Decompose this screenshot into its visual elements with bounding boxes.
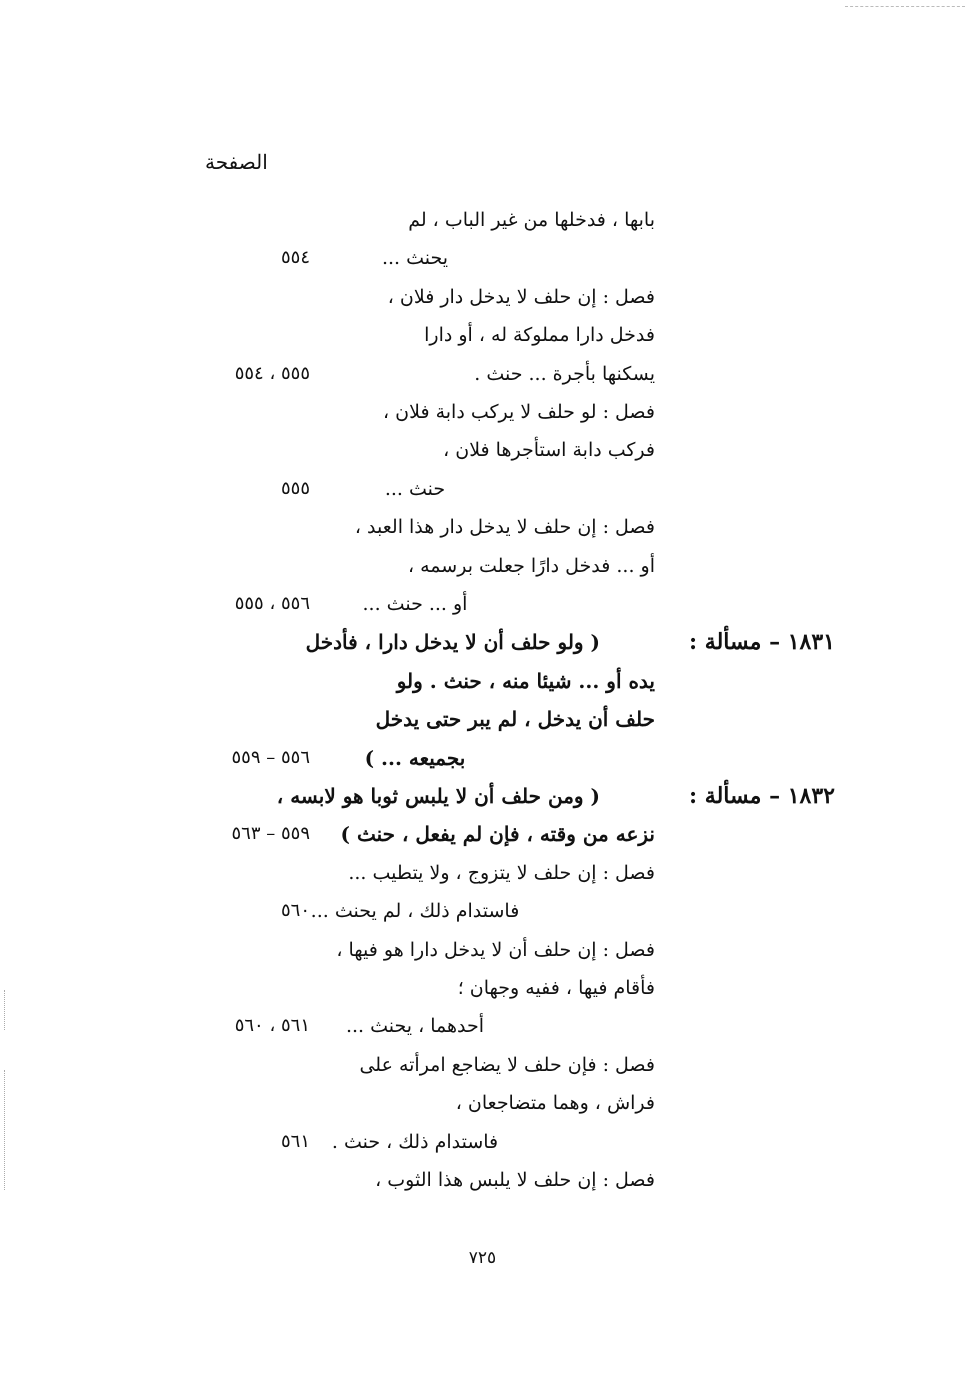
index-entry-text: أو ... حنث ... bbox=[362, 593, 468, 615]
index-entry-text: بجميعه ... ) bbox=[364, 746, 466, 770]
page-column-header: الصفحة bbox=[205, 150, 268, 174]
index-entry-text: أو ... فدخل دارًا جعلت برسمه ، bbox=[407, 555, 655, 577]
index-entry-text: فصل : إن حلف لا يدخل دار هذا العبد ، bbox=[354, 516, 655, 538]
index-entry-text: فركب دابة استأجرها فلان ، bbox=[443, 439, 655, 461]
index-entry-text: فاستدام ذلك ، لم يحنث ... bbox=[310, 900, 520, 922]
index-entry-text: فصل : فإن حلف لا يضاجع امرأته على bbox=[359, 1054, 655, 1076]
index-entry-text: ( ولو حلف أن لا يدخل دارا ، فأدخل bbox=[305, 630, 600, 654]
index-entry-text: يسكنها بأجرة ... حنث . bbox=[474, 363, 655, 385]
scan-margin-mark bbox=[4, 1070, 5, 1190]
index-entry-page: ٥٥٥ bbox=[280, 478, 310, 499]
index-entry-text: فصل : لو حلف لا يركب دابة فلان ، bbox=[382, 401, 655, 423]
index-entry-text: فصل : إن حلف أن لا يدخل دارا هو فيها ، bbox=[336, 939, 655, 961]
index-entry-page: ٥٥٩ – ٥٦٣ bbox=[231, 823, 310, 844]
page-number: ٧٢٥ bbox=[468, 1248, 497, 1268]
index-entry-text: حنث ... bbox=[384, 478, 446, 500]
masala-label: ١٨٣١ – مسألة : bbox=[689, 629, 835, 655]
index-entry-page: ٥٥٦ – ٥٥٩ bbox=[231, 747, 310, 768]
index-entry-text: فراش ، وهما متضاجعان ، bbox=[455, 1092, 655, 1114]
index-entry-text: حلف أن يدخل ، لم يبر حتى يدخل bbox=[375, 707, 655, 731]
scan-margin-mark bbox=[4, 990, 5, 1030]
scan-edge-line bbox=[845, 6, 965, 7]
index-entry-page: ٥٦١ ، ٥٦٠ bbox=[234, 1015, 310, 1036]
index-entry-text: ( ومن حلف أن لا يلبس ثوبا هو لابسه ، bbox=[276, 784, 600, 808]
index-entry-page: ٥٦٠ bbox=[280, 900, 310, 921]
index-entry-text: فصل : إن حلف لا يدخل دار فلان ، bbox=[387, 286, 655, 308]
index-entry-text: أحدهما ، يحنث ... bbox=[345, 1015, 485, 1037]
index-entry-text: نزعه من وقته ، فإن لم يفعل ، حنث ) bbox=[340, 822, 655, 846]
index-entry-text: فصل : إن حلف لا يتزوج ، ولا يتطيب ... bbox=[348, 862, 655, 884]
index-entry-text: فأقام فيها ، ففيه وجهان ؛ bbox=[457, 977, 655, 999]
index-entry-page: ٥٥٥ ، ٥٥٤ bbox=[234, 363, 310, 384]
index-entry-text: يده أو ... شيئا منه ، حنث . ولو bbox=[396, 669, 655, 693]
index-entry-page: ٥٦١ bbox=[280, 1131, 310, 1152]
index-entry-text: بابها ، فدخلها من غير الباب ، لم bbox=[408, 209, 655, 231]
index-entry-text: فصل : إن حلف لا يلبس هذا الثوب ، bbox=[375, 1169, 655, 1191]
index-entry-page: ٥٥٤ bbox=[280, 247, 310, 268]
index-entry-text: فدخل دارا مملوكة له ، أو دارا bbox=[424, 324, 655, 346]
index-entry-page: ٥٥٦ ، ٥٥٥ bbox=[234, 593, 310, 614]
index-entry-text: يحنث ... bbox=[381, 247, 449, 269]
masala-label: ١٨٣٢ – مسألة : bbox=[689, 783, 835, 809]
index-entry-text: فاستدام ذلك ، حنث . bbox=[331, 1131, 499, 1153]
